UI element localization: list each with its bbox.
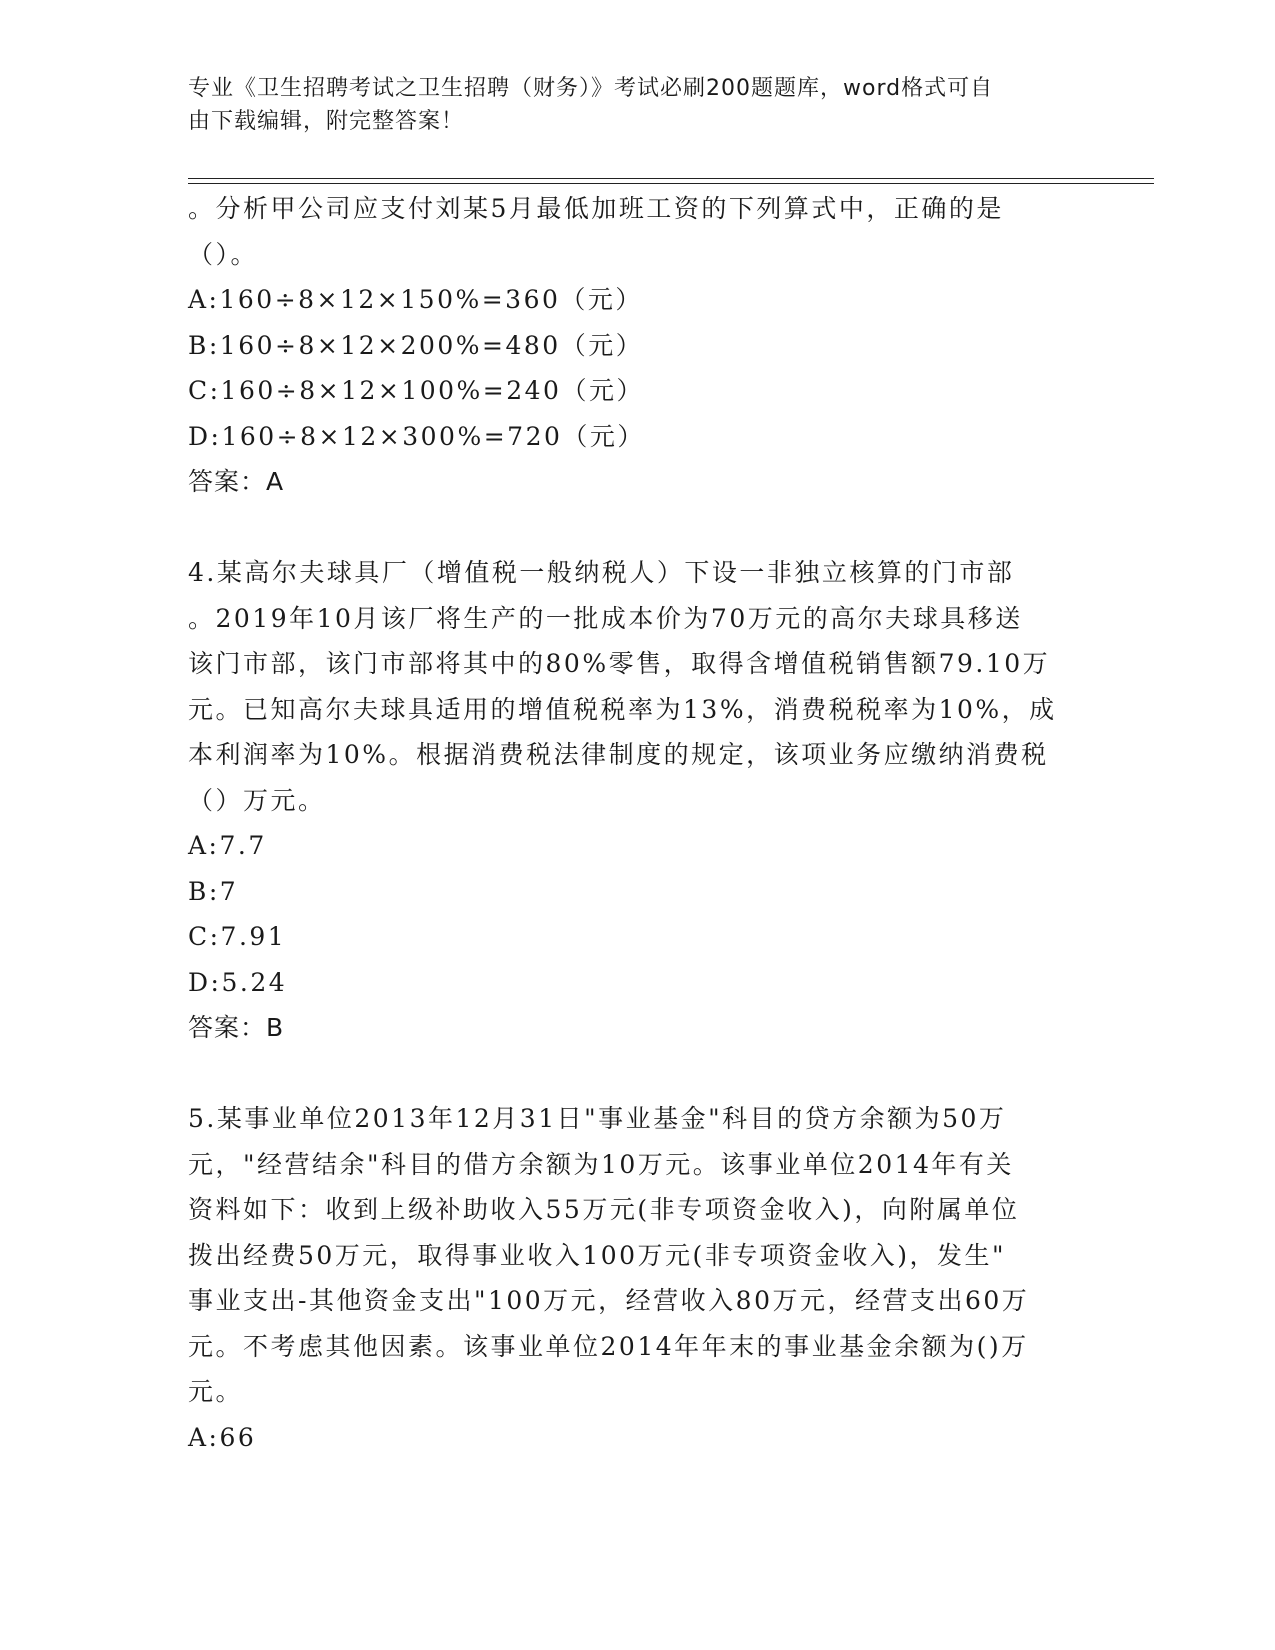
question-stem-line: 元。 xyxy=(188,1377,244,1406)
option-d: D:5.24 xyxy=(188,967,288,997)
spacer xyxy=(188,1051,1088,1097)
answer: 答案：B xyxy=(188,1013,285,1042)
question-stem-line: （）万元。 xyxy=(188,785,326,815)
question-stem-line: 资料如下：收到上级补助收入55万元(非专项资金收入)，向附属单位 xyxy=(188,1195,1020,1224)
page-header xyxy=(188,72,1068,138)
question-stem-line: 元，"经营结余"科目的借方余额为10万元。该事业单位2014年有关 xyxy=(188,1149,1014,1179)
option-c: C:7.91 xyxy=(188,922,287,951)
question-stem-line: 本利润率为10%。根据消费税法律制度的规定，该项业务应缴纳消费税 xyxy=(188,740,1049,769)
header-rule-bottom xyxy=(188,183,1154,184)
question-stem-line: 拨出经费50万元，取得事业收入100万元(非专项资金收入)，发生" xyxy=(188,1240,1007,1270)
option-d: D:160÷8×12×300%=720（元） xyxy=(188,421,645,451)
header-line-1: 专业《卫生招聘考试之卫生招聘（财务）》考试必刷200题题库，word格式可自 xyxy=(188,76,994,101)
spacer xyxy=(188,505,1088,551)
question-content xyxy=(188,186,1088,1460)
header-line-2: 由下载编辑，附完整答案！ xyxy=(188,109,465,134)
header-rule-top xyxy=(188,178,1154,179)
question-stem-line: 。2019年10月该厂将生产的一批成本价为70万元的高尔夫球具移送 xyxy=(188,603,1023,633)
question-4 xyxy=(188,550,1088,1051)
question-stem-line: （）。 xyxy=(188,239,259,269)
question-5 xyxy=(188,1096,1088,1460)
question-stem-line: 元。不考虑其他因素。该事业单位2014年年末的事业基金余额为()万 xyxy=(188,1331,1029,1361)
option-a: A:66 xyxy=(188,1422,257,1452)
option-b: B:160÷8×12×200%=480（元） xyxy=(188,330,644,360)
option-b: B:7 xyxy=(188,876,239,906)
answer: 答案：A xyxy=(188,467,285,496)
question-stem-line: 4.某高尔夫球具厂（增值税一般纳税人）下设一非独立核算的门市部 xyxy=(188,558,1015,587)
question-3 xyxy=(188,186,1088,505)
question-stem-line: 事业支出-其他资金支出"100万元，经营收入80万元，经营支出60万 xyxy=(188,1286,1030,1315)
question-stem-line: 5.某事业单位2013年12月31日"事业基金"科目的贷方余额为50万 xyxy=(188,1104,1007,1133)
question-stem-line: 元。已知高尔夫球具适用的增值税税率为13%，消费税税率为10%，成 xyxy=(188,694,1057,724)
question-stem-line: 该门市部，该门市部将其中的80%零售，取得含增值税销售额79.10万 xyxy=(188,649,1051,678)
option-a: A:7.7 xyxy=(188,831,267,860)
option-c: C:160÷8×12×100%=240（元） xyxy=(188,376,644,405)
question-stem-line: 。分析甲公司应支付刘某5月最低加班工资的下列算式中，正确的是 xyxy=(188,194,1004,223)
option-a: A:160÷8×12×150%=360（元） xyxy=(188,285,643,314)
